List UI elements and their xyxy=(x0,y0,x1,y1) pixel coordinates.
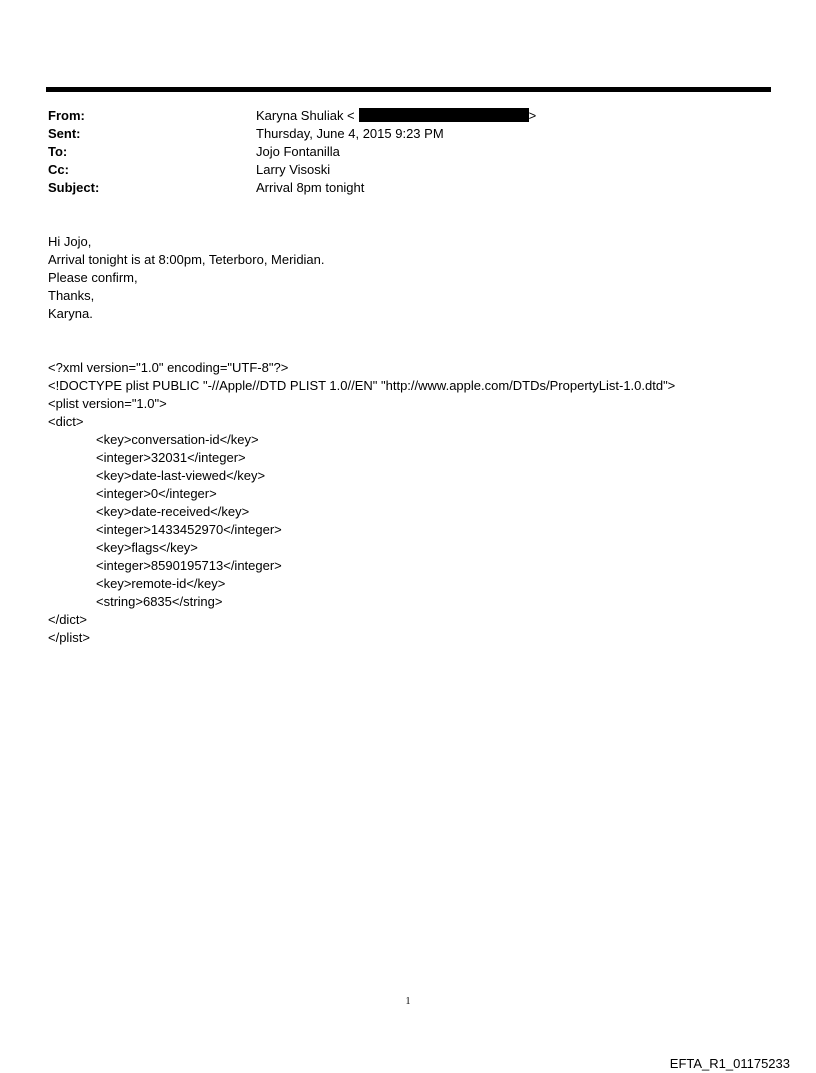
page-number: 1 xyxy=(405,996,411,1007)
xml-line: <key>flags</key> xyxy=(96,540,198,555)
xml-line: <key>remote-id</key> xyxy=(96,576,226,591)
body-line: Arrival tonight is at 8:00pm, Teterboro, Meridian. xyxy=(48,252,325,267)
cc-value: Larry Visoski xyxy=(256,162,331,177)
redaction-box xyxy=(359,108,529,122)
body-line: Thanks, xyxy=(48,288,95,303)
header-divider-rule xyxy=(46,87,771,92)
body-line: Karyna. xyxy=(48,306,93,321)
document-id: EFTA_R1_01175233 xyxy=(669,1056,790,1071)
cc-row xyxy=(48,161,768,179)
subject-value: Arrival 8pm tonight xyxy=(256,180,365,195)
xml-line: <integer>8590195713</integer> xyxy=(96,558,282,573)
subject-row xyxy=(48,179,768,197)
xml-line: <key>date-received</key> xyxy=(96,504,250,519)
email-header xyxy=(48,107,768,197)
xml-line: <?xml version="1.0" encoding="UTF-8"?> xyxy=(48,360,289,375)
xml-line: </dict> xyxy=(48,612,88,627)
from-value-end: > xyxy=(528,108,537,123)
body-line: Please confirm, xyxy=(48,270,138,285)
from-value xyxy=(256,107,536,125)
sent-row xyxy=(48,125,768,143)
xml-line: <plist version="1.0"> xyxy=(48,396,167,411)
from-value-name: Karyna Shuliak < xyxy=(256,108,355,123)
cc-label: Cc: xyxy=(48,162,69,177)
xml-line: <!DOCTYPE plist PUBLIC "-//Apple//DTD PLIST 1.0//EN" "http://www.apple.com/DTDs/PropertyList-1.0.dtd"> xyxy=(48,378,676,393)
to-label: To: xyxy=(48,144,68,159)
sent-label: Sent: xyxy=(48,126,81,141)
plist-xml-block xyxy=(48,359,675,647)
xml-line: </plist> xyxy=(48,630,90,645)
xml-line: <key>conversation-id</key> xyxy=(96,432,259,447)
from-row xyxy=(48,107,768,125)
xml-line: <string>6835</string> xyxy=(96,594,223,609)
to-row xyxy=(48,143,768,161)
xml-line: <integer>32031</integer> xyxy=(96,450,246,465)
sent-value: Thursday, June 4, 2015 9:23 PM xyxy=(256,126,444,141)
to-value: Jojo Fontanilla xyxy=(256,144,340,159)
xml-line: <key>date-last-viewed</key> xyxy=(96,468,266,483)
subject-label: Subject: xyxy=(48,180,100,195)
body-line: Hi Jojo, xyxy=(48,234,92,249)
xml-line: <dict> xyxy=(48,414,84,429)
xml-line: <integer>0</integer> xyxy=(96,486,217,501)
from-label: From: xyxy=(48,108,85,123)
xml-line: <integer>1433452970</integer> xyxy=(96,522,282,537)
email-body xyxy=(48,233,325,323)
